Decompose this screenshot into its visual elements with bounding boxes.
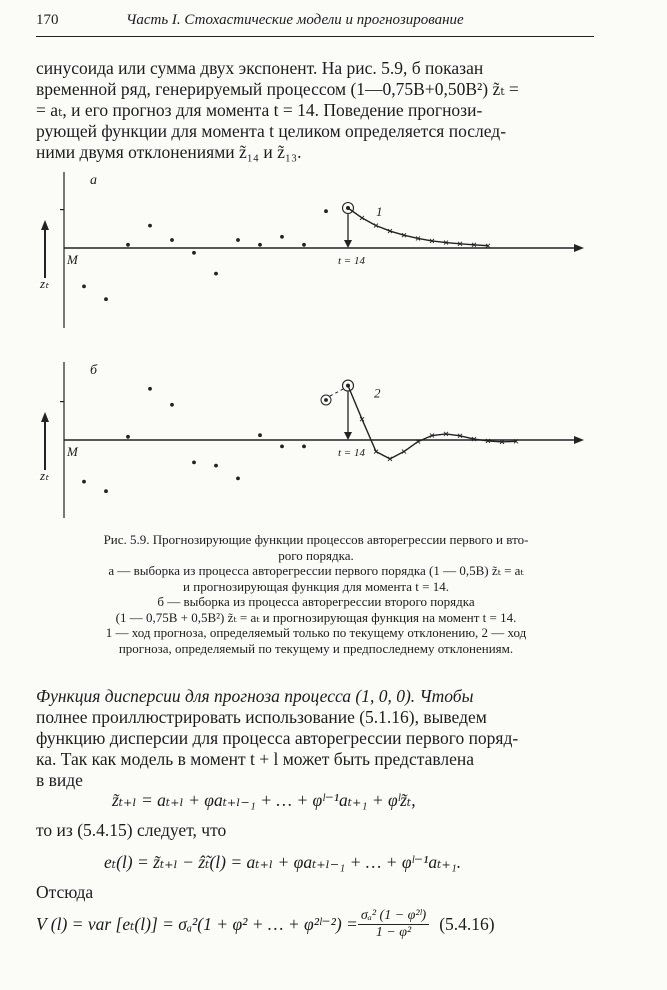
data-point	[280, 235, 284, 239]
data-point	[82, 480, 86, 484]
data-point	[302, 243, 306, 247]
data-point	[214, 272, 218, 276]
caption-title-line: рого порядка.	[278, 547, 354, 563]
data-point	[258, 243, 262, 247]
caption-a-line: а — выборка из процесса авторегрессии первого порядка (1 — 0,5B) z̃ₜ = aₜ	[108, 563, 524, 578]
current-arrow-head	[344, 432, 352, 440]
equation-2: eₜ(l) = z̃ₜ₊ₗ − ẑ̃ₜ(l) = aₜ₊ₗ + φaₜ₊ₗ₋₁ + … + φˡ⁻¹aₜ₊₁.	[104, 852, 462, 872]
text-line: полнее проиллюстрировать использование (5.1.16), выведем	[36, 707, 487, 727]
data-point	[126, 243, 130, 247]
data-point	[302, 445, 306, 449]
figure-5-9	[36, 168, 596, 528]
data-point	[104, 489, 108, 493]
time-label: t = 14	[338, 447, 365, 459]
data-point	[214, 464, 218, 468]
arrow-head	[574, 244, 584, 252]
forecast-curve	[348, 208, 488, 246]
data-point	[170, 238, 174, 242]
data-point	[324, 209, 328, 213]
panel-label: а	[90, 173, 97, 188]
fraction-numerator: σₐ² (1 − φ²ˡ)	[358, 908, 429, 925]
axis-label: zₜ	[40, 276, 49, 291]
text-line: = aₜ, и его прогноз для момента t = 14. Поведение прогнози-	[36, 100, 483, 120]
data-point	[148, 387, 152, 391]
equation-text: то из (5.4.15) следует, что	[36, 820, 227, 840]
data-point	[192, 461, 196, 465]
figure-caption	[36, 532, 596, 656]
equation-3-fraction	[358, 908, 429, 941]
arrow-head	[574, 436, 584, 444]
equation-number: (5.4.16)	[439, 913, 495, 934]
caption-legend-line: 1 — ход прогноза, определяемый только по текущему отклонению, 2 — ход	[105, 625, 527, 640]
page-number: 170	[36, 12, 59, 28]
page-header	[36, 10, 594, 37]
caption-b-line: б — выборка из процесса авторегрессии второго порядка	[157, 594, 475, 609]
text-line: в виде	[36, 770, 83, 790]
data-point	[258, 433, 262, 437]
data-point	[192, 251, 196, 255]
curve-label: 2	[374, 385, 381, 401]
z-arrow-head	[41, 412, 49, 422]
text-line: функцию дисперсии для процесса авторегрессии первого поряд-	[36, 728, 519, 748]
z-arrow-head	[41, 220, 49, 230]
caption-b-line: (1 — 0,75B + 0,5B²) z̃ₜ = aₜ и прогнозирующая функция на момент t = 14.	[115, 609, 517, 625]
caption-title-line: Рис. 5.9. Прогнозирующие функции процессов авторегрессии первого и вто-	[103, 532, 529, 547]
intro-paragraph	[36, 58, 596, 163]
equation-3	[36, 904, 495, 944]
previous-point	[324, 398, 328, 402]
data-point	[236, 238, 240, 242]
dashed-link	[330, 389, 344, 396]
caption-legend-line: прогноза, определяемый по текущему и предпоследнему отклонениям.	[118, 640, 514, 656]
curve-label: 1	[376, 204, 383, 219]
panel-label: б	[90, 363, 98, 378]
current-arrow-head	[344, 240, 352, 248]
mean-label: M	[67, 444, 78, 459]
data-point	[170, 403, 174, 407]
axis-label: zₜ	[40, 468, 49, 483]
caption-a-line: и прогнозирующая функция для момента t = 14.	[183, 578, 449, 594]
section-heading-line: Функция дисперсии для прогноза процесса (1, 0, 0). Чтобы	[36, 686, 474, 706]
text-line: рующей функции для момента t целиком определяется послед-	[36, 121, 507, 141]
equation-1: z̃ₜ₊ₗ = aₜ₊ₗ + φaₜ₊ₗ₋₁ + … + φˡ⁻¹aₜ₊₁ + φˡz̃ₜ,	[112, 790, 416, 810]
text-line: временной ряд, генерируемый процессом (1—0,75B+0,50B²) z̃ₜ =	[36, 79, 519, 99]
data-point	[280, 445, 284, 449]
running-title: Часть I. Стохастические модели и прогнозирование	[126, 12, 464, 28]
figure-canvas	[36, 168, 596, 528]
text-line: синусоида или сумма двух экспонент. На рис. 5.9, б показан	[36, 58, 484, 78]
equation-3-left: V (l) = var [eₜ(l)] = σₐ²(1 + φ² + … + φ²ˡ⁻²) =	[36, 913, 358, 934]
text-line: ка. Так как модель в момент t + l может быть представлена	[36, 749, 475, 769]
text-line: ними двумя отклонениями z̃₁₄ и z̃₁₃.	[36, 142, 302, 162]
mean-label: M	[67, 252, 78, 267]
data-point	[104, 297, 108, 301]
data-point	[82, 285, 86, 289]
time-label: t = 14	[338, 255, 365, 267]
fraction-denominator: 1 − φ²	[375, 924, 412, 940]
section-paragraph	[36, 686, 596, 791]
data-point	[148, 224, 152, 228]
equation-text: Отсюда	[36, 882, 94, 902]
data-point	[126, 435, 130, 439]
data-point	[236, 477, 240, 481]
